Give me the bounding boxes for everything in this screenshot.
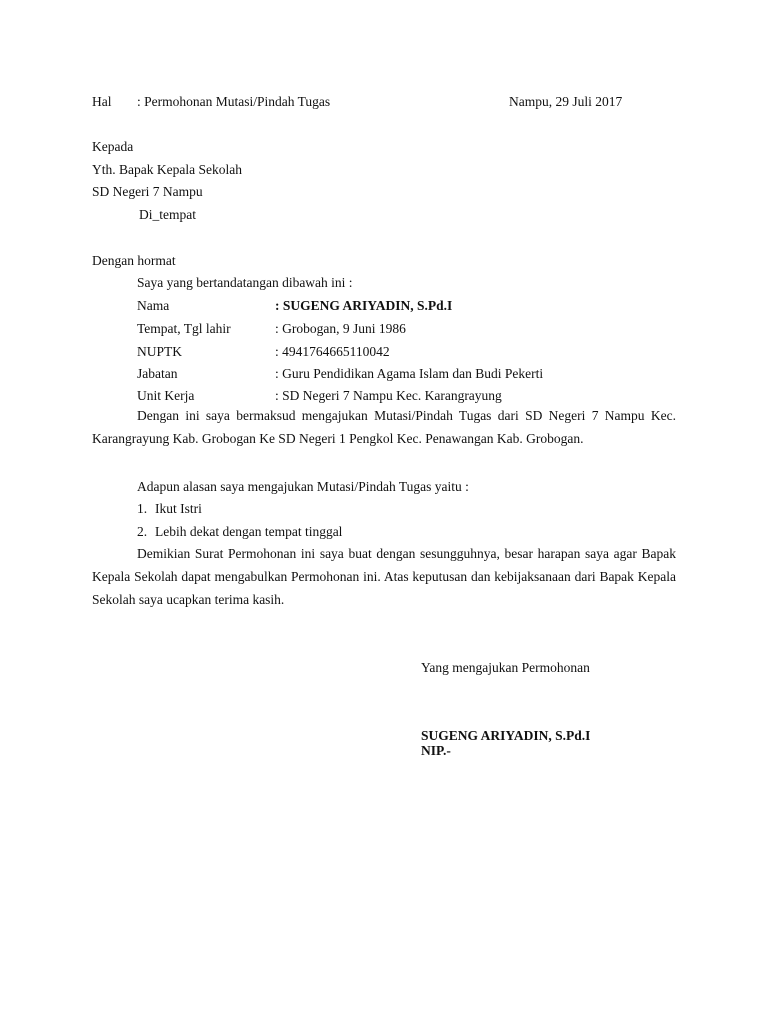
request-paragraph <box>92 404 676 450</box>
reason-text: Lebih dekat dengan tempat tinggal <box>155 524 343 539</box>
signature-caption: Yang mengajukan Permohonan <box>421 660 590 675</box>
identity-label-position: Jabatan <box>137 366 178 381</box>
identity-value-unit: : SD Negeri 7 Nampu Kec. Karangrayung <box>275 388 502 403</box>
request-paragraph-text: Dengan ini saya bermaksud mengajukan Mutasi/Pindah Tugas dari SD Negeri 7 Nampu Kec. Karangrayung Kab. Grobogan Ke SD Negeri 1 Pengkol Kec. Penawangan Kab. Grobogan. <box>92 408 676 447</box>
intro-line: Saya yang bertandatangan dibawah ini : <box>137 275 353 290</box>
identity-value-position: : Guru Pendidikan Agama Islam dan Budi Pekerti <box>275 366 544 381</box>
subject-label: Hal <box>92 94 112 109</box>
closing-paragraph <box>92 542 676 612</box>
recipient-to: Kepada <box>92 139 134 154</box>
reasons-intro: Adapun alasan saya mengajukan Mutasi/Pindah Tugas yaitu : <box>137 479 469 494</box>
identity-value-birth: : Grobogan, 9 Juni 1986 <box>275 321 406 336</box>
identity-value-nuptk: : 4941764665110042 <box>275 344 390 359</box>
closing-paragraph-text: Demikian Surat Permohonan ini saya buat dengan sesungguhnya, besar harapan saya agar Bapak Kepala Sekolah dapat mengabulkan Permohonan ini. Atas keputusan dan kebijaksanaan dari Bapak Kepala Sekolah saya ucapkan terima kasih. <box>92 546 676 608</box>
recipient-title: Yth. Bapak Kepala Sekolah <box>92 162 242 177</box>
reason-text: Ikut Istri <box>155 501 202 516</box>
place-date: Nampu, 29 Juli 2017 <box>509 94 623 109</box>
identity-label-nuptk: NUPTK <box>137 344 183 359</box>
identity-label-unit: Unit Kerja <box>137 388 195 403</box>
identity-label-birth: Tempat, Tgl lahir <box>137 321 231 336</box>
identity-label-name: Nama <box>137 298 170 313</box>
identity-value-name: : SUGENG ARIYADIN, S.Pd.I <box>275 298 453 313</box>
reason-number: 1. <box>137 501 148 516</box>
recipient-place: Di_tempat <box>139 207 196 222</box>
greeting: Dengan hormat <box>92 253 176 268</box>
recipient-school: SD Negeri 7 Nampu <box>92 184 203 199</box>
signature-name: SUGENG ARIYADIN, S.Pd.I <box>421 728 591 743</box>
reason-number: 2. <box>137 524 148 539</box>
subject-value: : Permohonan Mutasi/Pindah Tugas <box>137 94 331 109</box>
signature-nip: NIP.- <box>421 743 451 758</box>
